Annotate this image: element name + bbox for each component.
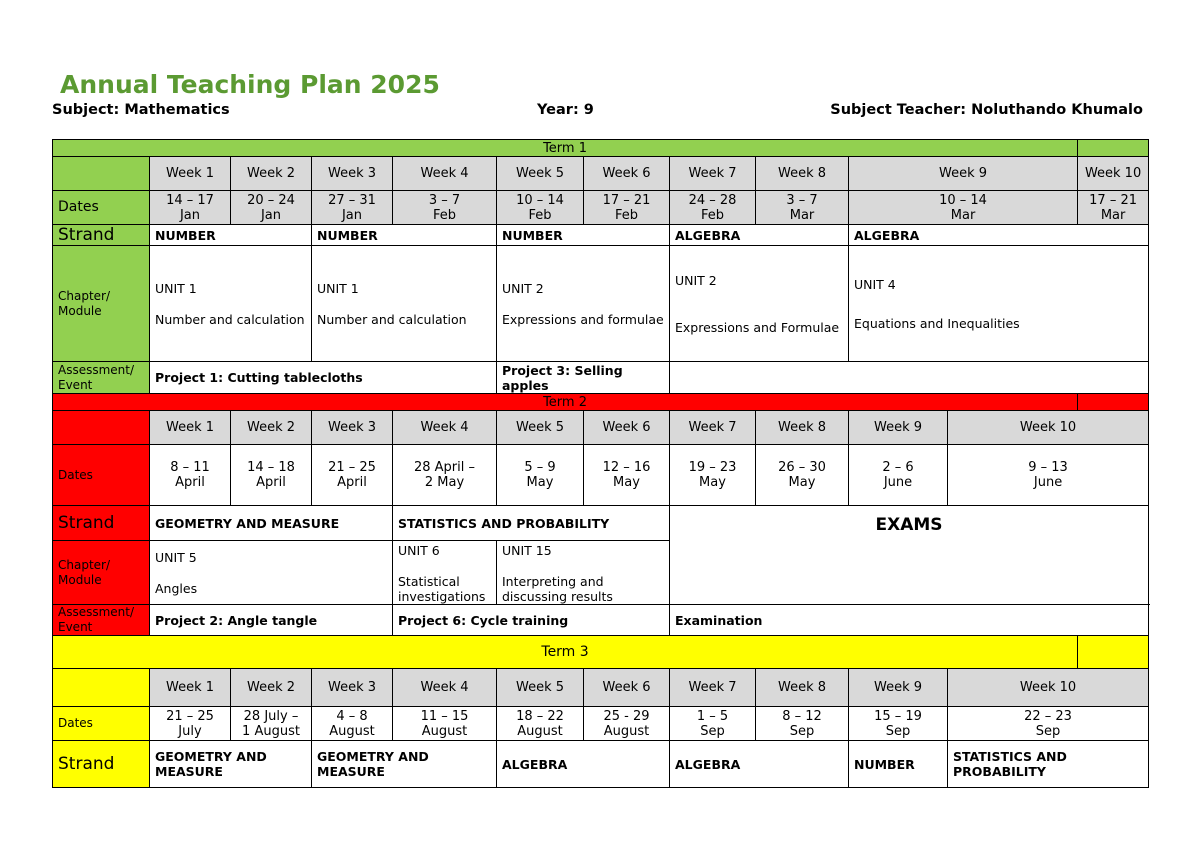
term3-strand-row (53, 741, 1149, 788)
dates-label: Dates (53, 445, 150, 506)
date-cell: 27 – 31 Jan (312, 191, 393, 225)
term1-module-row (53, 246, 1149, 362)
term3-title: Term 3 (53, 636, 1078, 669)
week-header: Week 5 (497, 669, 584, 707)
date-cell: 22 – 23 Sep (948, 707, 1149, 741)
term1-assessment-row (53, 362, 1149, 394)
date-cell: 14 – 17 Jan (150, 191, 231, 225)
assessment-cell (670, 362, 1149, 394)
week-header: Week 9 (849, 157, 1078, 191)
page-title: Annual Teaching Plan 2025 (60, 70, 440, 99)
term3-weeks-row (53, 669, 1149, 707)
strand-cell: ALGEBRA (497, 741, 670, 788)
term2-weeks-row (53, 411, 1149, 445)
strand-cell: ALGEBRA (849, 225, 1149, 246)
date-cell: 28 July – 1 August (231, 707, 312, 741)
week-header: Week 7 (670, 669, 756, 707)
strand-cell: NUMBER (312, 225, 497, 246)
strand-label: Strand (53, 506, 150, 541)
week-header: Week 9 (849, 669, 948, 707)
date-cell: 3 – 7 Feb (393, 191, 497, 225)
week-header: Week 7 (670, 157, 756, 191)
date-cell: 10 – 14 Mar (849, 191, 1078, 225)
date-cell: 21 – 25 July (150, 707, 231, 741)
date-cell: 4 – 8 August (312, 707, 393, 741)
week-header: Week 3 (312, 669, 393, 707)
week-header: Week 5 (497, 157, 584, 191)
term2-strand-row (53, 506, 1149, 541)
strand-cell: GEOMETRY AND MEASURE (150, 741, 312, 788)
week-header: Week 2 (231, 669, 312, 707)
week-header: Week 10 (1078, 157, 1149, 191)
date-cell: 24 – 28 Feb (670, 191, 756, 225)
assessment-label: Assessment/ Event (53, 362, 150, 394)
strand-cell: NUMBER (849, 741, 948, 788)
strand-cell: ALGEBRA (670, 741, 849, 788)
term2-title: Term 2 (53, 394, 1078, 411)
strand-label: Strand (53, 741, 150, 788)
module-cell: UNIT 4 Equations and Inequalities (849, 246, 1149, 362)
term2-assessment-row (53, 605, 1149, 636)
subject-label: Subject: Mathematics (52, 102, 230, 118)
date-cell: 9 – 13 June (948, 445, 1149, 506)
date-cell: 11 – 15 August (393, 707, 497, 741)
date-cell: 17 – 21 Mar (1078, 191, 1149, 225)
week-header: Week 4 (393, 411, 497, 445)
week-header: Week 2 (231, 411, 312, 445)
strand-cell: STATISTICS AND PROBABILITY (393, 506, 670, 541)
date-cell: 15 – 19 Sep (849, 707, 948, 741)
assessment-label: Assessment/ Event (53, 605, 150, 636)
week-header: Week 6 (584, 157, 670, 191)
module-cell: UNIT 1 Number and calculation (312, 246, 497, 362)
term1-title: Term 1 (53, 140, 1078, 157)
date-cell: 10 – 14 Feb (497, 191, 584, 225)
strand-cell: NUMBER (150, 225, 312, 246)
date-cell: 8 – 12 Sep (756, 707, 849, 741)
term1-strand-row (53, 225, 1149, 246)
assessment-cell: Project 2: Angle tangle (150, 605, 393, 636)
week-header: Week 2 (231, 157, 312, 191)
chapter-module-label: Chapter/ Module (53, 246, 150, 362)
date-cell: 19 – 23 May (670, 445, 756, 506)
week-header: Week 6 (584, 669, 670, 707)
module-cell: UNIT 6 Statistical investigations (393, 541, 497, 605)
module-cell: UNIT 15 Interpreting and discussing results (497, 541, 670, 605)
strand-cell: NUMBER (497, 225, 670, 246)
date-cell: 21 – 25 April (312, 445, 393, 506)
date-cell: 1 – 5 Sep (670, 707, 756, 741)
date-cell: 20 – 24 Jan (231, 191, 312, 225)
term3-dates-row (53, 707, 1149, 741)
date-cell: 5 – 9 May (497, 445, 584, 506)
dates-label: Dates (53, 191, 150, 225)
week-header: Week 5 (497, 411, 584, 445)
teaching-plan-table (52, 139, 1149, 788)
exams-cell: EXAMS (670, 506, 1149, 605)
module-cell: UNIT 5 Angles (150, 541, 393, 605)
date-cell: 14 – 18 April (231, 445, 312, 506)
week-header: Week 8 (756, 669, 849, 707)
year-label: Year: 9 (537, 102, 594, 118)
module-cell: UNIT 2 Expressions and formulae (497, 246, 670, 362)
date-cell: 26 – 30 May (756, 445, 849, 506)
strand-cell: GEOMETRY AND MEASURE (150, 506, 393, 541)
week-header: Week 8 (756, 411, 849, 445)
teacher-label: Subject Teacher: Noluthando Khumalo (830, 102, 1143, 118)
week-header: Week 8 (756, 157, 849, 191)
week-header: Week 9 (849, 411, 948, 445)
strand-cell: ALGEBRA (670, 225, 849, 246)
week-header: Week 10 (948, 411, 1149, 445)
week-header: Week 4 (393, 669, 497, 707)
assessment-cell: Examination (670, 605, 1149, 636)
chapter-module-label: Chapter/ Module (53, 541, 150, 605)
date-cell: 12 – 16 May (584, 445, 670, 506)
term2-dates-row (53, 445, 1149, 506)
week-header: Week 1 (150, 411, 231, 445)
strand-cell: GEOMETRY AND MEASURE (312, 741, 497, 788)
module-cell: UNIT 2 Expressions and Formulae (670, 246, 849, 362)
week-header: Week 3 (312, 411, 393, 445)
week-header: Week 10 (948, 669, 1149, 707)
strand-cell: STATISTICS AND PROBABILITY (948, 741, 1149, 788)
date-cell: 18 – 22 August (497, 707, 584, 741)
dates-label: Dates (53, 707, 150, 741)
week-header: Week 1 (150, 669, 231, 707)
date-cell: 28 April – 2 May (393, 445, 497, 506)
date-cell: 8 – 11 April (150, 445, 231, 506)
term1-dates-row (53, 191, 1149, 225)
term1-weeks-row (53, 157, 1149, 191)
week-header: Week 7 (670, 411, 756, 445)
assessment-cell: Project 6: Cycle training (393, 605, 670, 636)
assessment-cell: Project 3: Selling apples (497, 362, 670, 394)
week-header: Week 6 (584, 411, 670, 445)
date-cell: 2 – 6 June (849, 445, 948, 506)
week-header: Week 3 (312, 157, 393, 191)
module-cell: UNIT 1 Number and calculation (150, 246, 312, 362)
week-header: Week 1 (150, 157, 231, 191)
assessment-cell: Project 1: Cutting tablecloths (150, 362, 497, 394)
date-cell: 25 - 29 August (584, 707, 670, 741)
date-cell: 17 – 21 Feb (584, 191, 670, 225)
week-header: Week 4 (393, 157, 497, 191)
strand-label: Strand (53, 225, 150, 246)
date-cell: 3 – 7 Mar (756, 191, 849, 225)
